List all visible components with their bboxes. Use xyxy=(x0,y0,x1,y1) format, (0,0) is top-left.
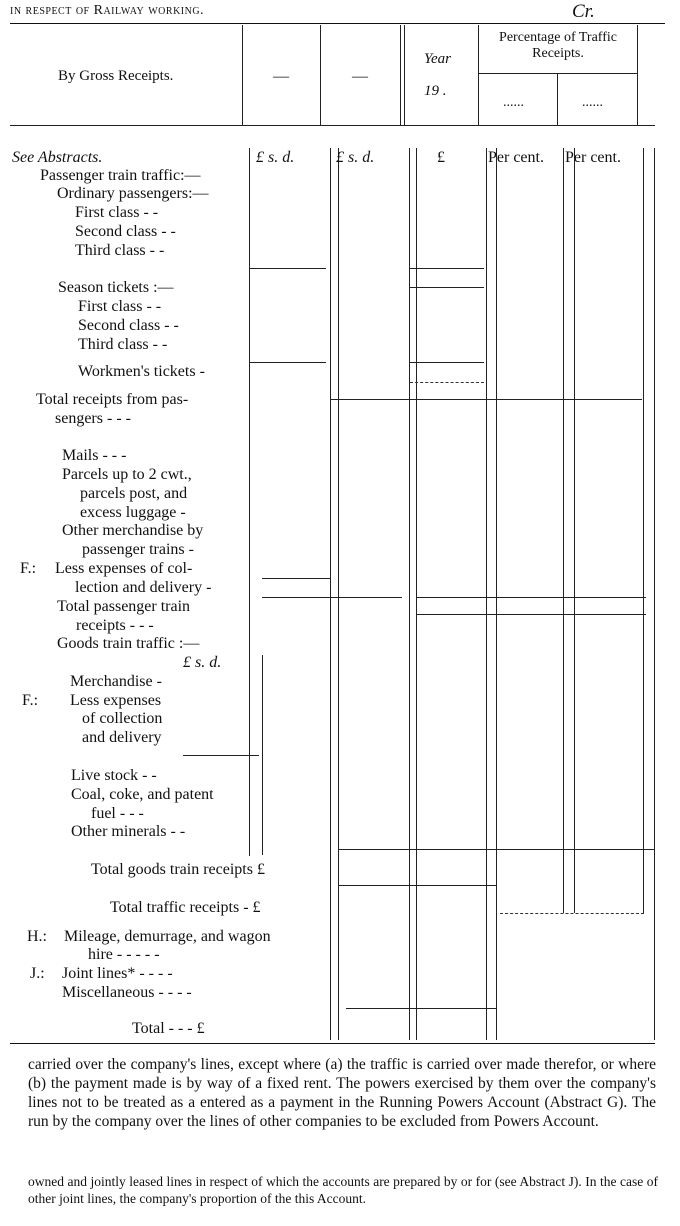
row-less-expenses-goods-cont-2: and delivery xyxy=(82,729,162,746)
row-less-expenses: Less expenses of col- xyxy=(55,560,193,577)
row-merchandise: Merchandise - xyxy=(70,673,162,690)
see-abstracts-label: See Abstracts. xyxy=(12,149,103,166)
column-heading-gross-receipts: By Gross Receipts. xyxy=(58,68,174,84)
unit-pound: £ xyxy=(437,149,445,166)
row-passenger-train-traffic: Passenger train traffic:— xyxy=(40,167,201,184)
column-heading-year-number: 19 . xyxy=(424,83,447,99)
row-f-label-goods: F.: xyxy=(22,692,39,709)
row-other-merchandise-cont: passenger trains - xyxy=(82,541,194,558)
row-live-stock: Live stock - - xyxy=(71,767,157,784)
column-heading-year: Year xyxy=(424,51,451,67)
row-mileage-cont: hire - - - - - xyxy=(88,946,160,963)
row-first-class: First class - - xyxy=(75,204,159,221)
column-heading-dash-1: — xyxy=(273,68,289,85)
row-ordinary-passengers: Ordinary passengers:— xyxy=(57,185,209,202)
row-total-from-passengers-cont: sengers - - - xyxy=(55,410,131,427)
row-total-passenger-train-cont: receipts - - - xyxy=(76,617,154,634)
page-header-right: Cr. xyxy=(572,1,595,22)
column-heading-percentage: Percentage of Traffic Receipts. xyxy=(499,30,617,61)
row-f-label: F.: xyxy=(20,560,37,577)
row-goods-train-traffic: Goods train traffic :— xyxy=(57,635,200,652)
row-total-passenger-train: Total passenger train xyxy=(57,598,191,615)
percentage-dots-2: ...... xyxy=(582,95,603,110)
row-h-label: H.: xyxy=(27,928,47,945)
row-total-traffic-receipts: Total traffic receipts - £ xyxy=(110,899,261,916)
row-total-goods-receipts: Total goods train receipts £ xyxy=(91,861,265,878)
row-total: Total - - - £ xyxy=(132,1020,205,1037)
row-parcels-cont-2: excess luggage - xyxy=(80,504,186,521)
unit-lsd-2: £ s. d. xyxy=(336,149,375,166)
row-total-from-passengers: Total receipts from pas- xyxy=(36,391,189,408)
row-mileage: Mileage, demurrage, and wagon xyxy=(64,928,271,945)
column-heading-dash-2: — xyxy=(352,68,368,85)
row-less-expenses-goods: Less expenses xyxy=(70,692,162,709)
unit-percent-2: Per cent. xyxy=(565,149,621,166)
row-coal-coke-cont: fuel - - - xyxy=(91,805,144,822)
row-mails: Mails - - - xyxy=(62,447,127,464)
row-season-second-class: Second class - - xyxy=(78,317,179,334)
row-second-class: Second class - - xyxy=(75,223,176,240)
unit-lsd-1: £ s. d. xyxy=(256,149,295,166)
row-less-expenses-cont: lection and delivery - xyxy=(75,579,212,596)
row-j-label: J.: xyxy=(30,965,45,982)
footnote-joint-lines: owned and jointly leased lines in respect of which the accounts are prepared by or for (see Abstract J). In the case of other joint lines, the company's proportion of the this Account. xyxy=(28,1174,658,1206)
row-less-expenses-goods-cont-1: of collection xyxy=(82,710,163,727)
percentage-dots-1: ...... xyxy=(503,95,524,110)
row-season-first-class: First class - - xyxy=(78,298,162,315)
unit-percent-1: Per cent. xyxy=(488,149,544,166)
row-workmens-tickets: Workmen's tickets - xyxy=(78,363,205,380)
row-coal-coke: Coal, coke, and patent xyxy=(71,786,214,803)
row-other-minerals: Other minerals - - xyxy=(71,823,186,840)
footnote-running-powers: carried over the company's lines, except where (a) the traffic is carried over made therefor, or where (b) the payment made is by way of a fixed rent. The powers exercised by them over the company's lines not to be treated as a entered as a payment in the Running Powers Account (Abstract G). The run by the company over the lines of other companies to be excluded from Powers Account. xyxy=(28,1056,656,1130)
page-header-left: in respect of Railway working. xyxy=(10,3,205,18)
goods-lsd-unit: £ s. d. xyxy=(183,654,222,671)
row-parcels: Parcels up to 2 cwt., xyxy=(62,466,192,483)
row-miscellaneous: Miscellaneous - - - - xyxy=(62,984,192,1001)
row-joint-lines: Joint lines* - - - - xyxy=(62,965,173,982)
row-season-third-class: Third class - - xyxy=(78,336,168,353)
row-season-tickets: Season tickets :— xyxy=(58,279,174,296)
row-other-merchandise: Other merchandise by xyxy=(62,522,204,539)
row-parcels-cont-1: parcels post, and xyxy=(80,485,188,502)
row-third-class: Third class - - xyxy=(75,242,165,259)
